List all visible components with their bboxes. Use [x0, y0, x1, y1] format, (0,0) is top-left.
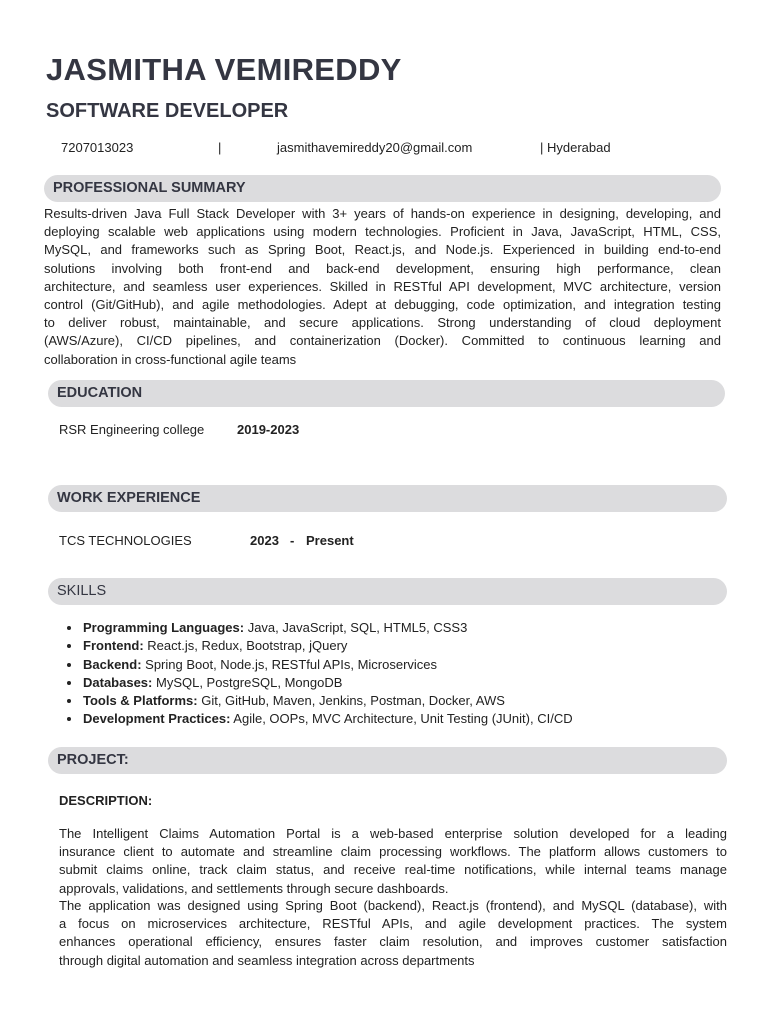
contact-separator: |: [218, 140, 222, 155]
skill-item: [66, 619, 706, 637]
contact-location: | Hyderabad: [540, 140, 611, 155]
candidate-name: JASMITHA VEMIREDDY: [46, 52, 402, 87]
summary-line: architecture, and seamless user experiences. Skilled in RESTful API development, MVC architecture, version: [44, 278, 721, 294]
work-start-year: 2023: [250, 533, 279, 548]
project-para1-line: approvals, validations, and settlements through secure dashboards.: [59, 880, 449, 896]
skill-category: Tools & Platforms:: [83, 693, 198, 709]
skill-item: [66, 710, 706, 728]
project-para2-line: The application was designed using Spring Boot (backend), React.js (frontend), and MySQL (database), with: [59, 898, 727, 913]
summary-line: deploying scalable web applications using modern technologies. Proficient in Java, JavaScript, HTML, CSS,: [44, 224, 721, 240]
skill-values: MySQL, PostgreSQL, MongoDB: [152, 674, 343, 690]
project-description-label: DESCRIPTION:: [59, 793, 153, 808]
summary-line: Results-driven Java Full Stack Developer with 3+ years of hands-on experience in designing, developing, and: [44, 206, 721, 221]
skill-item: [66, 656, 706, 674]
skill-item: [66, 674, 706, 692]
skill-category: Backend:: [83, 656, 142, 672]
section-header-education: [48, 380, 725, 407]
skills-list: [66, 619, 706, 729]
contact-email: jasmithavemireddy20@gmail.com: [277, 140, 473, 155]
section-header-skills: [48, 578, 727, 605]
section-title-project: PROJECT:: [57, 752, 129, 768]
summary-line: collaboration in cross-functional agile teams: [44, 351, 297, 367]
skill-values: Spring Boot, Node.js, RESTful APIs, Microservices: [141, 656, 438, 672]
work-company: TCS TECHNOLOGIES: [59, 533, 192, 548]
skill-item: [66, 692, 706, 710]
section-header-summary: [44, 175, 721, 202]
project-paragraph-2: [59, 897, 727, 970]
work-date-dash: -: [290, 533, 295, 548]
skill-values: Agile, OOPs, MVC Architecture, Unit Testing (JUnit), CI/CD: [230, 711, 573, 727]
project-para2-line: enhances operational efficiency, ensures faster claim resolution, and improves customer satisfaction: [59, 934, 727, 950]
project-para1-line: insurance client to automate and streamline claim processing workflows. The platform allows customers to: [59, 844, 727, 860]
skill-values: Java, JavaScript, SQL, HTML5, CSS3: [244, 620, 468, 635]
summary-line: solutions involving both front-end and back-end development, ensuring high performance, clean: [44, 260, 721, 276]
skill-category: Programming Languages:: [83, 620, 245, 635]
education-years: 2019-2023: [237, 422, 300, 437]
section-title-education: EDUCATION: [57, 385, 143, 401]
summary-line: to deliver robust, maintainable, and secure applications. Strong understanding of cloud deployment: [44, 315, 721, 331]
project-para1-line: The Intelligent Claims Automation Portal is a web-based enterprise solution developed for a leading: [59, 826, 727, 841]
skill-values: Git, GitHub, Maven, Jenkins, Postman, Docker, AWS: [197, 693, 505, 709]
section-title-summary: PROFESSIONAL SUMMARY: [53, 180, 246, 196]
section-title-work: WORK EXPERIENCE: [57, 490, 201, 506]
summary-line: MySQL, and frameworks such as Spring Boot, React.js, and Node.js. Experienced in building end-to-end: [44, 242, 721, 258]
project-para1-line: submit claims online, track claim status, and receive real-time notifications, while internal teams manage: [59, 862, 727, 878]
skill-category: Development Practices:: [83, 711, 231, 727]
summary-line: (AWS/Azure), CI/CD pipelines, and containerization (Docker). Committed to continuous learning and: [44, 333, 721, 349]
section-header-work: [48, 485, 727, 512]
education-institution: RSR Engineering college: [59, 422, 205, 437]
summary-paragraph: [44, 205, 721, 369]
section-header-project: [48, 747, 727, 774]
contact-phone: 7207013023: [61, 140, 134, 155]
skill-values: React.js, Redux, Bootstrap, jQuery: [143, 638, 348, 654]
project-paragraph-1: [59, 825, 727, 898]
summary-line: control (Git/GitHub), and agile methodologies. Adept at debugging, code optimization, and integration testing: [44, 297, 721, 313]
job-title: SOFTWARE DEVELOPER: [46, 100, 289, 122]
skill-category: Databases:: [83, 674, 153, 690]
project-para2-line: through digital automation and seamless integration across departments: [59, 952, 475, 968]
work-end: Present: [306, 533, 354, 548]
section-title-skills: SKILLS: [57, 583, 107, 599]
project-para2-line: a focus on microservices architecture, RESTful APIs, and agile development practices. The system: [59, 916, 727, 932]
skill-category: Frontend:: [83, 638, 144, 654]
skill-item: [66, 637, 706, 655]
